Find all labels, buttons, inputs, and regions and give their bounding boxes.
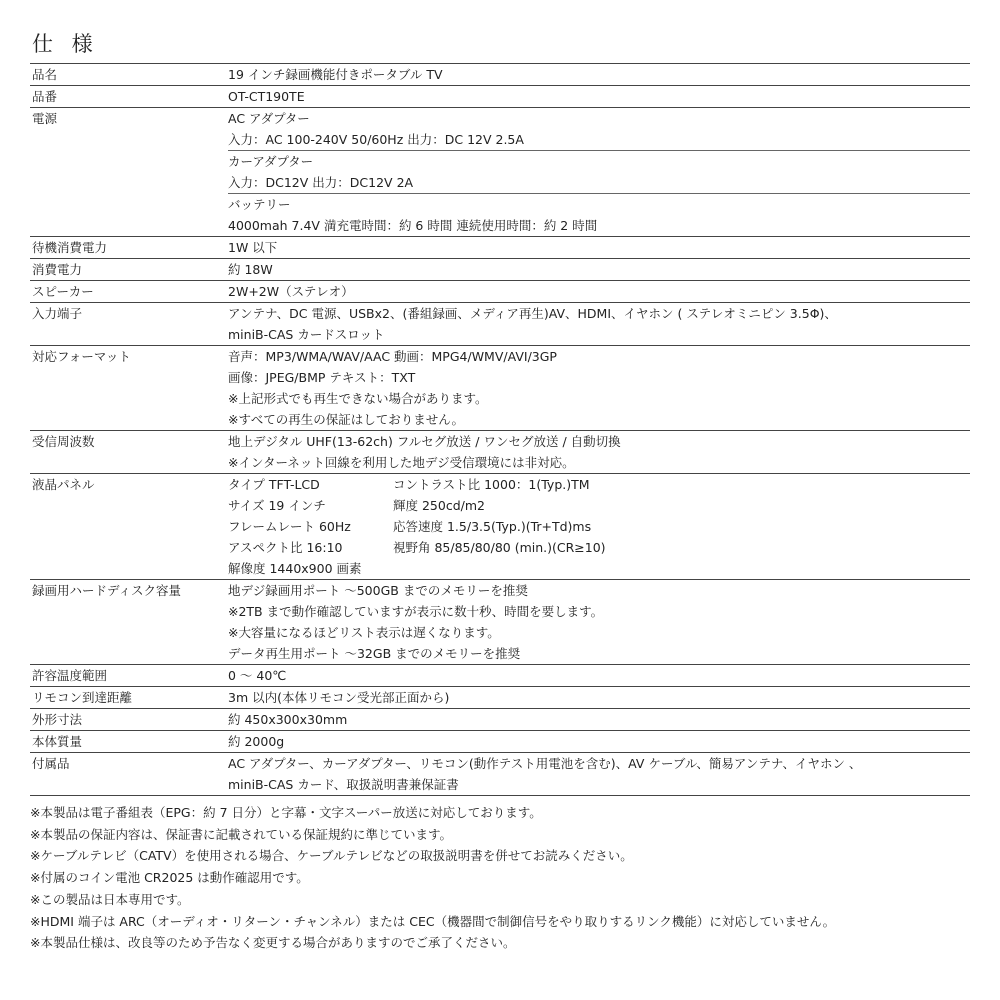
- spec-value-line: AC アダプター: [228, 111, 310, 126]
- spec-label: 待機消費電力: [32, 240, 108, 255]
- panel-spec-line: [228, 474, 970, 495]
- spec-value: [228, 731, 970, 752]
- spec-value: [228, 346, 970, 430]
- spec-value: [228, 303, 970, 345]
- note-line: ※本製品仕様は、改良等のため予告なく変更する場合がありますのでご承了ください。: [30, 935, 516, 951]
- spec-value: [228, 64, 970, 85]
- spec-label: 外形寸法: [32, 712, 83, 727]
- spec-value-line: OT-CT190TE: [228, 89, 305, 104]
- spec-label: 品番: [32, 89, 58, 104]
- spec-value: [228, 474, 970, 579]
- spec-row: [30, 687, 970, 709]
- panel-spec-line: [228, 495, 970, 516]
- spec-row: [30, 108, 970, 237]
- spec-value-line: 画像：JPEG/BMP テキスト：TXT: [228, 370, 416, 385]
- spec-row: [30, 259, 970, 281]
- spec-row: [30, 64, 970, 86]
- panel-spec-right: コントラスト比 1000：1(Typ.)TM: [393, 477, 590, 492]
- spec-value-line: 入力：AC 100-240V 50/60Hz 出力：DC 12V 2.5A: [228, 132, 524, 147]
- spec-value-line: 0 ～ 40℃: [228, 668, 287, 683]
- spec-value: [228, 431, 970, 473]
- spec-value-line: カーアダプター: [228, 154, 314, 169]
- panel-spec-line: [228, 516, 970, 537]
- spec-label: 品名: [32, 67, 58, 82]
- panel-spec-right: 視野角 85/85/80/80 (min.)(CR≥10): [393, 540, 606, 555]
- spec-row: [30, 303, 970, 346]
- spec-value-line: 3m 以内(本体リモコン受光部正面から): [228, 690, 450, 705]
- spec-value-line: 地上デジタル UHF(13-62ch) フルセグ放送 / ワンセグ放送 / 自動切換: [228, 434, 621, 449]
- spec-value-line: AC アダプター、カーアダプター、リモコン(動作テスト用電池を含む)、AV ケーブル、簡易アンテナ、イヤホン 、: [228, 756, 862, 771]
- panel-spec-line: [228, 558, 970, 579]
- spec-value-line: 入力：DC12V 出力：DC12V 2A: [228, 175, 414, 190]
- note-line: ※この製品は日本専用です。: [30, 891, 190, 907]
- spec-value: [228, 753, 970, 795]
- spec-label: 入力端子: [32, 306, 83, 321]
- panel-spec-left: サイズ 19 インチ: [228, 498, 326, 513]
- spec-label: リモコン到達距離: [32, 690, 133, 705]
- spec-value: [228, 709, 970, 730]
- panel-spec-left: 解像度 1440x900 画素: [228, 561, 362, 576]
- note-line: ※ケーブルテレビ（CATV）を使用される場合、ケーブルテレビなどの取扱説明書を併せてお読みください。: [30, 848, 633, 864]
- note-line: ※本製品の保証内容は、保証書に記載されている保証規約に準じています。: [30, 826, 452, 842]
- spec-value-line: 音声：MP3/WMA/WAV/AAC 動画：MPG4/WMV/AVI/3GP: [228, 349, 557, 364]
- spec-subgroup: [228, 193, 970, 236]
- spec-row: [30, 86, 970, 108]
- panel-spec-left: タイプ TFT-LCD: [228, 477, 320, 492]
- spec-label: スピーカー: [32, 284, 94, 299]
- spec-value: [228, 108, 970, 236]
- spec-value-line: 約 18W: [228, 262, 273, 277]
- panel-spec-left: アスペクト比 16:10: [228, 540, 343, 555]
- spec-label: 消費電力: [32, 262, 83, 277]
- spec-value-line: ※インターネット回線を利用した地デジ受信環境には非対応。: [228, 455, 575, 470]
- spec-label: 付属品: [32, 756, 70, 771]
- spec-value-line: ※2TB まで動作確認していますが表示に数十秒、時間を要します。: [228, 604, 604, 619]
- spec-value-line: バッテリー: [228, 197, 291, 212]
- spec-value-line: 約 450x300x30mm: [228, 712, 348, 727]
- panel-spec-left: フレームレート 60Hz: [228, 519, 351, 534]
- spec-value-line: 4000mah 7.4V 満充電時間：約 6 時間 連続使用時間：約 2 時間: [228, 218, 598, 233]
- spec-value-line: ※上記形式でも再生できない場合があります。: [228, 391, 488, 406]
- spec-row: [30, 753, 970, 796]
- spec-value-line: ※大容量になるほどリスト表示は遅くなります。: [228, 625, 500, 640]
- notes-section: [30, 802, 970, 954]
- spec-value-line: 19 インチ録画機能付きポータブル TV: [228, 67, 443, 82]
- note-line: ※付属のコイン電池 CR2025 は動作確認用です。: [30, 870, 309, 886]
- spec-row: [30, 665, 970, 687]
- spec-label: 受信周波数: [32, 434, 95, 449]
- spec-label: 録画用ハードディスク容量: [32, 583, 182, 598]
- spec-value: [228, 665, 970, 686]
- spec-value-line: 2W+2W（ステレオ）: [228, 284, 354, 299]
- spec-row: [30, 281, 970, 303]
- panel-spec-line: [228, 537, 970, 558]
- spec-value-line: 約 2000g: [228, 734, 285, 749]
- panel-spec-right: 輝度 250cd/m2: [393, 498, 485, 513]
- spec-value-line: 地デジ録画用ポート ～500GB までのメモリーを推奨: [228, 583, 528, 598]
- spec-value: [228, 86, 970, 107]
- spec-value-line: データ再生用ポート ～32GB までのメモリーを推奨: [228, 646, 521, 661]
- spec-row: [30, 580, 970, 665]
- spec-label: 許容温度範囲: [32, 668, 108, 683]
- spec-table: [30, 63, 970, 796]
- spec-value: [228, 687, 970, 708]
- spec-value-line: miniB-CAS カードスロット: [228, 327, 385, 342]
- spec-value: [228, 259, 970, 280]
- spec-label: 対応フォーマット: [32, 349, 131, 364]
- note-line: ※HDMI 端子は ARC（オーディオ・リターン・チャンネル）または CEC（機器間で制御信号をやり取りするリンク機能）に対応していません。: [30, 913, 836, 929]
- spec-row: [30, 731, 970, 753]
- spec-value-line: ※すべての再生の保証はしておりません。: [228, 412, 464, 427]
- spec-row: [30, 474, 970, 580]
- spec-value: [228, 237, 970, 258]
- spec-subgroup: [228, 150, 970, 193]
- spec-row: [30, 346, 970, 431]
- spec-row: [30, 237, 970, 259]
- spec-value-line: miniB-CAS カード、取扱説明書兼保証書: [228, 777, 459, 792]
- spec-value: [228, 580, 970, 664]
- spec-value: [228, 281, 970, 302]
- spec-label: 電源: [32, 111, 58, 126]
- spec-label: 液晶パネル: [32, 477, 95, 492]
- page-title: 仕 様: [32, 32, 99, 56]
- spec-row: [30, 431, 970, 474]
- spec-value-line: アンテナ、DC 電源、USBx2、(番組録画、メディア再生)AV、HDMI、イヤホン ( ステレオミニピン 3.5Φ)、: [228, 306, 837, 321]
- note-line: ※本製品は電子番組表（EPG：約 7 日分）と字幕・文字スーパー放送に対応しております。: [30, 805, 542, 820]
- spec-subgroup: [228, 108, 970, 150]
- spec-row: [30, 709, 970, 731]
- spec-label: 本体質量: [32, 734, 83, 749]
- panel-spec-right: 応答速度 1.5/3.5(Typ.)(Tr+Td)ms: [393, 519, 592, 534]
- spec-value-line: 1W 以下: [228, 240, 278, 255]
